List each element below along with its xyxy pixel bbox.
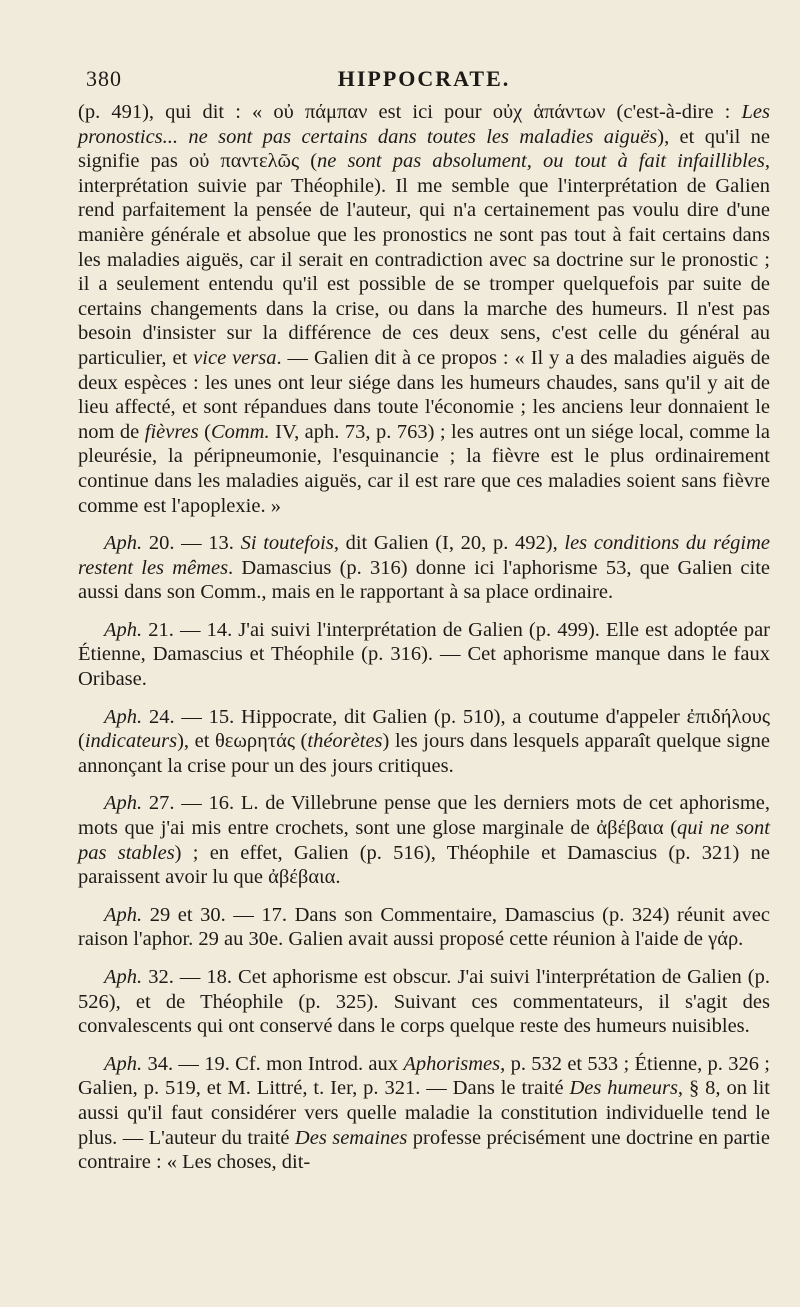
paragraph-gap: [78, 952, 770, 965]
italic-text: Des semaines: [294, 1126, 408, 1149]
italic-text: Aph.: [104, 618, 143, 641]
paragraph-gap: [78, 692, 770, 705]
text-run: ) les jours dans lesquels apparaît quelque signe annonçant la crise pour un des jours critiques.: [78, 730, 770, 777]
text-run: 21. — 14. J'ai suivi l'interprétation de Galien (p. 499). Elle est adoptée par Étienne, Damascius et Théophile (p. 316). — Cet aphorisme manque dans le faux Oribase.: [78, 618, 770, 691]
text-run: , § 8, on lit aussi qu'il faut considérer vers quelle maladie la constitution individuelle tend le plus. — L'auteur du traité: [78, 1077, 770, 1149]
text-run: IV, aph. 73, p. 763) ; les autres ont un siége local, comme la pleurésie, la péripneumonie, l'esquinancie ; la fièvre est le plus ordinairement continue dans les maladies aiguës, car il est rare que ces maladies soient sans fièvre comme est l'apoplexie. »: [78, 420, 771, 517]
text-run: 34. — 19. Cf. mon Introd. aux: [142, 1052, 404, 1075]
footnote-paragraph: [78, 791, 770, 889]
text-run: , p. 532 et 533 ; Étienne, p. 326 ; Galien, p. 519, et M. Littré, t. Ier, p. 321. — Dans le traité: [78, 1052, 770, 1100]
page-number: 380: [86, 66, 122, 91]
italic-text: Aph.: [104, 532, 143, 555]
text-run: ) ; en effet, Galien (p. 516), Théophile et Damascius (p. 321) ne paraissent avoir lu que ἀβέβαια.: [78, 841, 770, 889]
text-run: 29 et 30. — 17. Dans son Commentaire, Damascius (p. 324) réunit avec raison l'aphor. 29 au 30e. Galien avait aussi proposé cette réunion à l'aide de γάρ.: [78, 903, 770, 951]
footnote-paragraph: [78, 903, 770, 952]
text-run: (p. 491), qui dit : « οὐ πάμπαν est ici pour οὐχ ἁπάντων (c'est-à-dire :: [78, 101, 742, 123]
italic-text: Les pronostics... ne sont pas certains dans toutes les maladies aiguës: [78, 101, 770, 148]
continued-paragraph: [78, 100, 770, 518]
text-run: , interprétation suivie par Théophile). Il me semble que l'interprétation de Galien rend parfaitement la pensée de l'auteur, qui n'a certainement pas voulu dire d'une manière générale et absolue que les pronostics ne sont pas tout à fait certains dans les maladies aiguës, car il serait en contradiction avec sa doctrine sur le pronostic ; il a seulement entendu qu'il est possible de se tromper quelquefois par suite de certains changements dans la crise, ou dans la marche des humeurs. Il n'est pas besoin d'insister sur la différence de ces deux sens, c'est celle du général au particulier, et: [78, 150, 770, 369]
paragraph-gap: [78, 605, 770, 618]
italic-text: les conditions du régime restent les mêmes: [78, 532, 771, 579]
italic-text: Si toutefois: [240, 532, 334, 555]
text-run: 24. — 15. Hippocrate, dit Galien (p. 510), a coutume d'appeler ἐπιδήλους (: [78, 705, 770, 753]
footnote-paragraph: [78, 965, 770, 1039]
italic-text: Aph.: [104, 1052, 143, 1075]
italic-text: théorètes: [307, 730, 383, 753]
italic-text: indicateurs: [84, 730, 178, 753]
italic-text: ne sont pas absolument, ou tout à fait infaillibles: [317, 150, 765, 173]
text-run: , dit Galien (I, 20, p. 492),: [333, 532, 565, 555]
italic-text: Aph.: [104, 792, 143, 815]
text-run: ), et qu'il ne signifie pas οὐ παντελῶς (: [78, 125, 770, 173]
footnote-paragraph: [78, 618, 770, 692]
text-run: (: [198, 420, 211, 443]
italic-text: Aph.: [104, 903, 143, 926]
text-run: . Damascius (p. 316) donne ici l'aphorisme 53, que Galien cite aussi dans son Comm., mais en le rapportant à sa place ordinaire.: [78, 556, 770, 604]
text-run: 32. — 18. Cet aphorisme est obscur. J'ai suivi l'interprétation de Galien (p. 526), et de Théophile (p. 325). Suivant ces commentateurs, il s'agit des convalescents qui ont conservé dans le corps quelque reste des humeurs nuisibles.: [78, 966, 770, 1038]
italic-text: Comm.: [210, 420, 270, 443]
italic-text: vice versa: [193, 346, 277, 369]
footnote-paragraph: [78, 705, 770, 779]
paragraph-gap: [78, 518, 770, 531]
text-run: ), et θεωρητάς (: [177, 730, 308, 753]
footnotes-body: [78, 100, 770, 1175]
page-header: [78, 66, 770, 100]
footnote-paragraph: [78, 531, 770, 605]
italic-text: fièvres: [144, 420, 199, 443]
running-head: HIPPOCRATE.: [337, 66, 511, 91]
italic-text: Aphorismes: [403, 1052, 501, 1075]
italic-text: Des humeurs: [569, 1077, 678, 1100]
paragraph-gap: [78, 1039, 770, 1052]
text-run: professe précisément une doctrine en partie contraire : « Les choses, dit-: [78, 1126, 770, 1174]
paragraph-gap: [78, 778, 770, 791]
paragraph-gap: [78, 890, 770, 903]
italic-text: Aph.: [104, 966, 143, 988]
italic-text: Aph.: [104, 705, 143, 728]
footnote-paragraph: [78, 1052, 770, 1175]
text-run: 20. — 13.: [142, 532, 241, 555]
text-run: . — Galien dit à ce propos : « Il y a des maladies aiguës de deux espèces : les unes ont leur siége dans les humeurs chaudes, sans qu'il y ait de lieu affecté, et sont répandues dans toute l'économie ; les anciens leur donnaient le nom de: [78, 346, 770, 443]
italic-text: qui ne sont pas stables: [78, 817, 770, 864]
text-run: 27. — 16. L. de Villebrune pense que les derniers mots de cet aphorisme, mots que j'ai mis entre crochets, sont une glose marginale de ἀβέβαια (: [78, 792, 770, 840]
